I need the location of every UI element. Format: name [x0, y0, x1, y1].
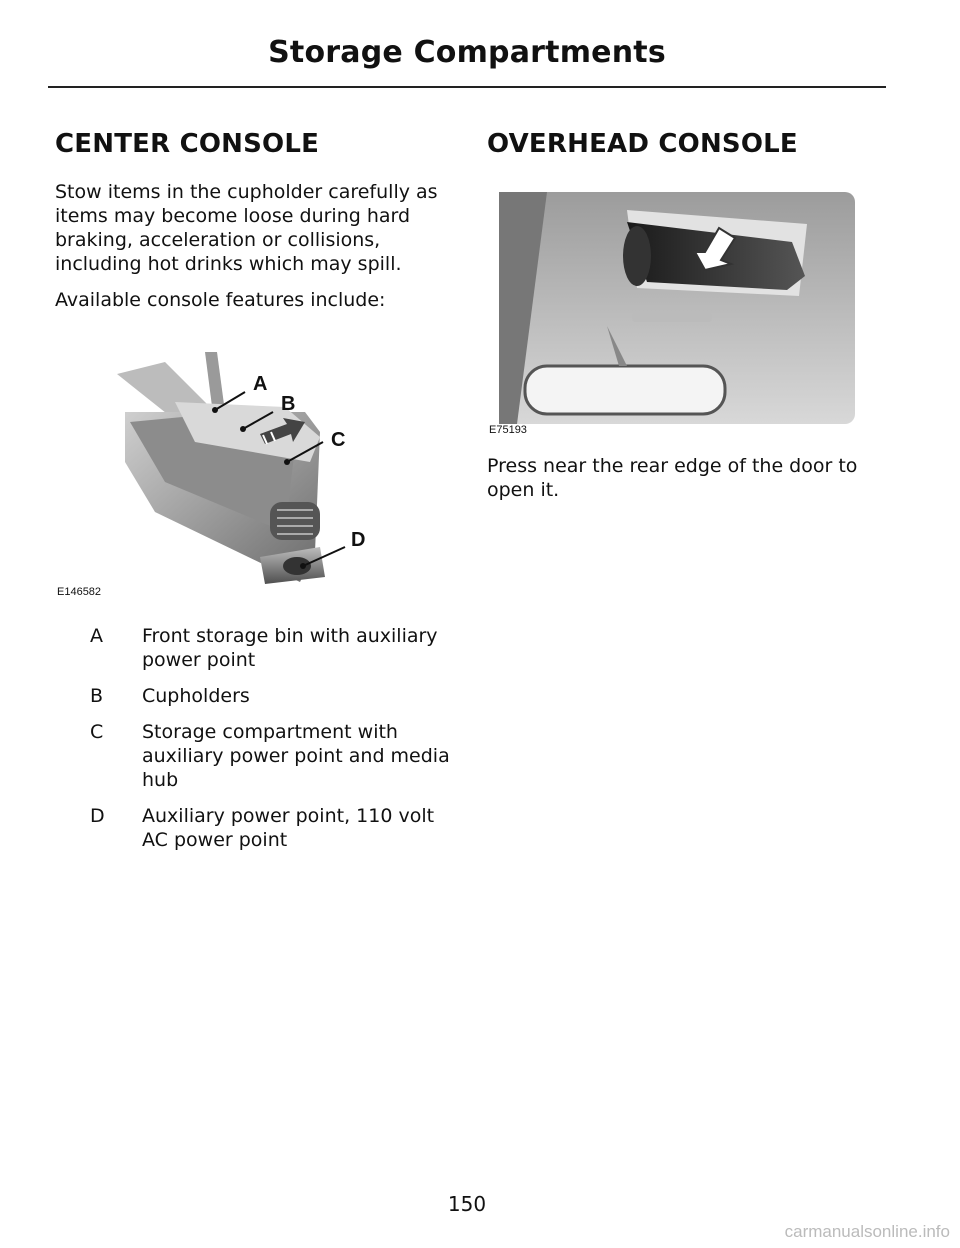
legend-item [90, 624, 450, 672]
page-title: Storage Compartments [268, 35, 666, 70]
overhead-console-instruction: Press near the rear edge of the door to open it. [487, 455, 858, 501]
watermark: carmanualsonline.info [784, 1222, 950, 1241]
center-console-figure-code: E146582 [57, 586, 102, 598]
overhead-console-heading: OVERHEAD CONSOLE [487, 129, 798, 159]
legend-text: Cupholders [142, 685, 250, 707]
page-number: 150 [447, 1192, 487, 1216]
overhead-console-section [487, 126, 867, 162]
legend-key: A [90, 625, 103, 647]
callout-c: C [331, 429, 346, 451]
legend-key: C [90, 721, 104, 743]
legend-key: B [90, 685, 104, 707]
legend-item [90, 720, 450, 792]
legend-key: D [90, 805, 105, 827]
center-console-legend [90, 624, 450, 864]
center-console-features-intro: Available console features include: [55, 289, 386, 311]
legend-item [90, 684, 450, 708]
center-console-illustration [55, 352, 445, 604]
legend-text: Storage compartment with auxiliary power point and media hub [142, 721, 450, 791]
legend-item [90, 804, 450, 852]
overhead-console-photo [487, 186, 867, 438]
center-console-drawing [55, 352, 445, 604]
overhead-console-drawing [487, 186, 867, 438]
legend-text: Front storage bin with auxiliary power point [142, 625, 438, 671]
center-console-section [55, 126, 445, 312]
page-header [48, 28, 886, 88]
legend-text: Auxiliary power point, 110 volt AC power point [142, 805, 435, 851]
center-console-warning-text: Stow items in the cupholder carefully as items may become loose during hard braking, acceleration or collisions, including hot drinks which may spill. [55, 181, 438, 275]
callout-b: B [281, 393, 296, 415]
overhead-console-figure-code: E75193 [489, 424, 527, 436]
callout-a: A [253, 373, 268, 395]
callout-d: D [351, 529, 366, 551]
center-console-heading: CENTER CONSOLE [55, 129, 320, 159]
